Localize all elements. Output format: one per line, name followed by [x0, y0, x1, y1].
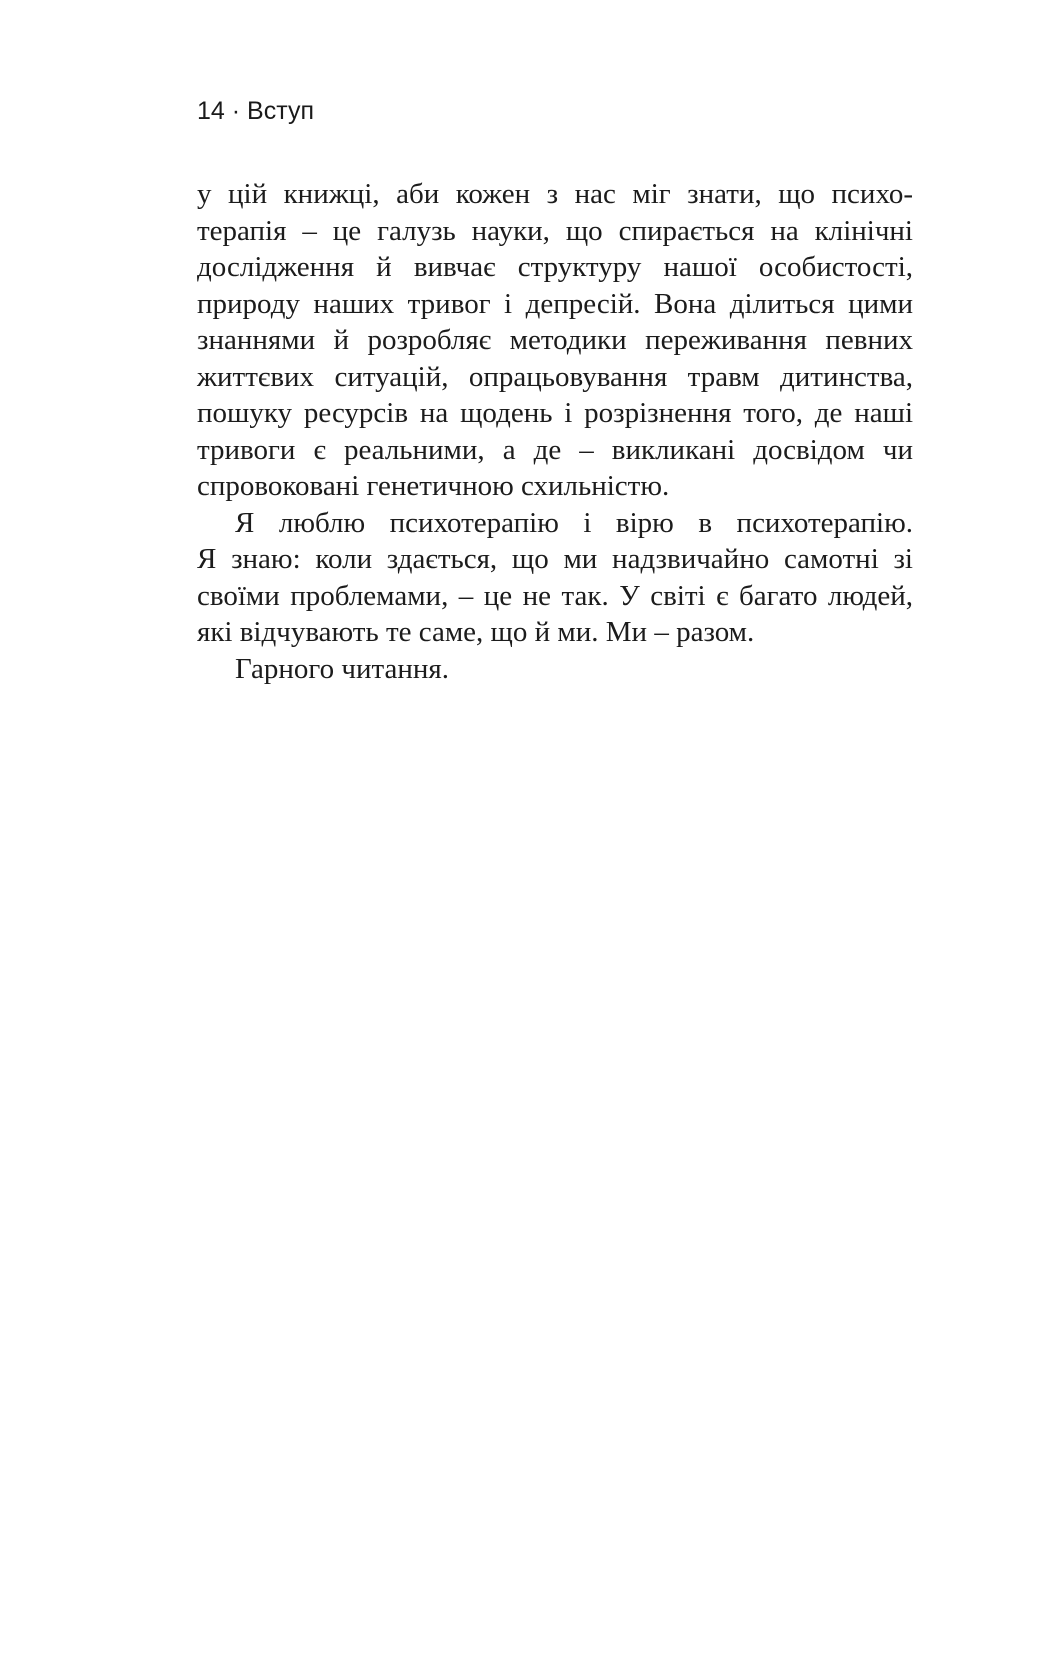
text-line: терапія – це галузь науки, що спирається на клінічні: [197, 214, 913, 247]
paragraph-2: [197, 505, 913, 651]
text-line: своїми проблемами, – це не так. У світі є багато людей,: [197, 579, 913, 612]
text-line: дослідження й вивчає структуру нашої особистості,: [197, 251, 913, 283]
text-line: тривоги є реальними, а де – викликані досвідом чи: [197, 433, 913, 466]
text-line: у цій книжці, аби кожен з нас міг знати, що психо-: [197, 178, 913, 210]
running-head-section: Вступ: [247, 97, 314, 125]
text-line: Я знаю: коли здається, що ми надзвичайно самотні зі: [197, 543, 913, 575]
page-number: 14: [197, 97, 225, 125]
text-line: пошуку ресурсів на щодень і розрізнення того, де наші: [197, 397, 913, 429]
body-text: [197, 176, 913, 687]
running-head: [197, 96, 314, 126]
text-line: життєвих ситуацій, опрацьовування травм дитинства,: [197, 360, 913, 393]
paragraph-1: [197, 176, 913, 505]
paragraph-3: [197, 651, 913, 688]
text-line: природу наших тривог і депресій. Вона ділиться цими: [197, 287, 913, 320]
text-line: Я люблю психотерапію і вірю в психотерапію.: [235, 506, 913, 539]
text-line: спровоковані генетичною схильністю.: [197, 470, 670, 502]
text-line: які відчувають те саме, що й ми. Ми – разом.: [197, 616, 755, 648]
text-line: знаннями й розробляє методики переживання певних: [197, 324, 913, 356]
text-line: Гарного читання.: [235, 652, 449, 685]
running-head-separator: ·: [231, 97, 241, 125]
